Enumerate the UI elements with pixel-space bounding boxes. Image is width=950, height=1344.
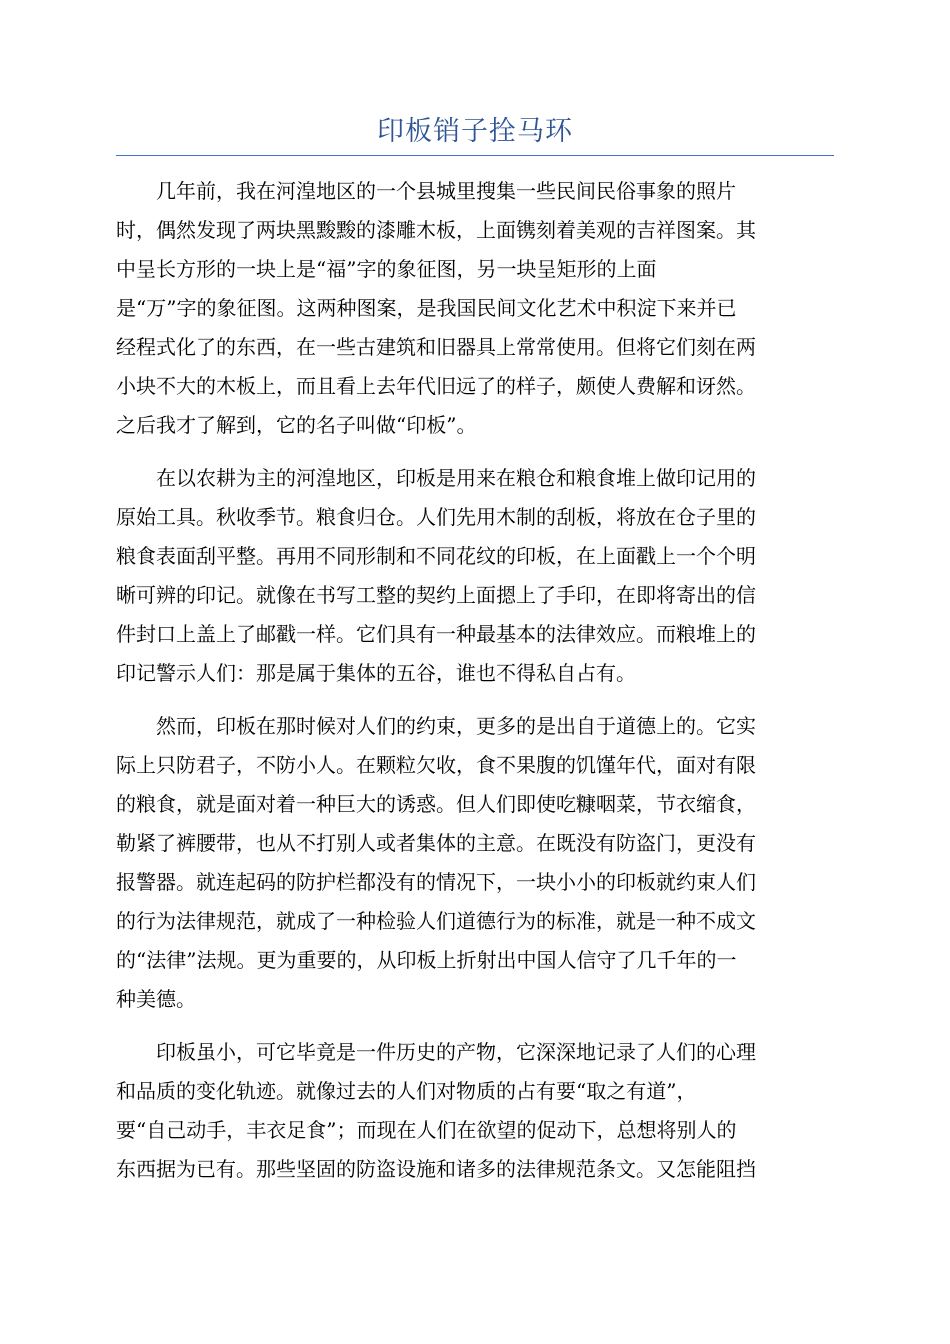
text-line: 晰可辨的印记。就像在书写工整的契约上面摁上了手印，在即将寄出的信	[116, 583, 756, 607]
paragraph-4	[116, 1033, 836, 1189]
text-line: 东西据为已有。那些坚固的防盗设施和诸多的法律规范条文。又怎能阻挡	[116, 1157, 756, 1181]
text-line: 原始工具。秋收季节。粮食归仓。人们先用木制的刮板，将放在仓子里的	[116, 505, 756, 529]
text-line: 的行为法律规范，就成了一种检验人们道德行为的标准，就是一种不成文	[116, 909, 756, 933]
paragraph-1	[116, 172, 836, 445]
text-line: 几年前，我在河湟地区的一个县城里搜集一些民间民俗事象的照片	[156, 179, 736, 203]
text-line: 的“法律”法规。更为重要的，从印板上折射出中国人信守了几千年的一	[116, 948, 737, 972]
text-line: 小块不大的木板上，而且看上去年代旧远了的样子，颇使人费解和讶然。	[116, 374, 756, 398]
text-line: 勒紧了裤腰带，也从不打别人或者集体的主意。在既没有防盗门，更没有	[116, 831, 756, 855]
text-line: 种美德。	[116, 987, 196, 1011]
text-line: 之后我才了解到，它的名子叫做“印板”。	[116, 413, 477, 437]
text-line: 的粮食，就是面对着一种巨大的诱惑。但人们即使吃糠咽菜，节衣缩食，	[116, 792, 756, 816]
paragraph-2	[116, 459, 836, 693]
text-line: 是“万”字的象征图。这两种图案，是我国民间文化艺术中积淀下来并已	[116, 296, 737, 320]
paragraph-3	[116, 707, 836, 1019]
text-line: 印记警示人们：那是属于集体的五谷，谁也不得私自占有。	[116, 661, 636, 685]
text-line: 在以农耕为主的河湟地区，印板是用来在粮仓和粮食堆上做印记用的	[156, 466, 756, 490]
title-divider	[116, 155, 834, 156]
text-line: 粮食表面刮平整。再用不同形制和不同花纹的印板，在上面戳上一个个明	[116, 544, 756, 568]
text-line: 然而，印板在那时候对人们的约束，更多的是出自于道德上的。它实	[156, 714, 756, 738]
text-line: 报警器。就连起码的防护栏都没有的情况下，一块小小的印板就约束人们	[116, 870, 756, 894]
article-body	[116, 172, 836, 1203]
text-line: 要“自己动手，丰衣足食”；而现在人们在欲望的促动下，总想将别人的	[116, 1118, 737, 1142]
text-line: 件封口上盖上了邮戳一样。它们具有一种最基本的法律效应。而粮堆上的	[116, 622, 756, 646]
page-title: 印板销子拴马环	[377, 116, 573, 147]
text-line: 印板虽小，可它毕竟是一件历史的产物，它深深地记录了人们的心理	[156, 1040, 756, 1064]
text-line: 中呈长方形的一块上是“福”字的象征图，另一块呈矩形的上面	[116, 257, 657, 281]
text-line: 经程式化了的东西，在一些古建筑和旧器具上常常使用。但将它们刻在两	[116, 335, 756, 359]
text-line: 际上只防君子，不防小人。在颗粒欠收，食不果腹的饥馑年代，面对有限	[116, 753, 756, 777]
text-line: 时，偶然发现了两块黑黢黢的漆雕木板，上面镌刻着美观的吉祥图案。其	[116, 218, 756, 242]
text-line: 和品质的变化轨迹。就像过去的人们对物质的占有要“取之有道”，	[116, 1079, 697, 1103]
